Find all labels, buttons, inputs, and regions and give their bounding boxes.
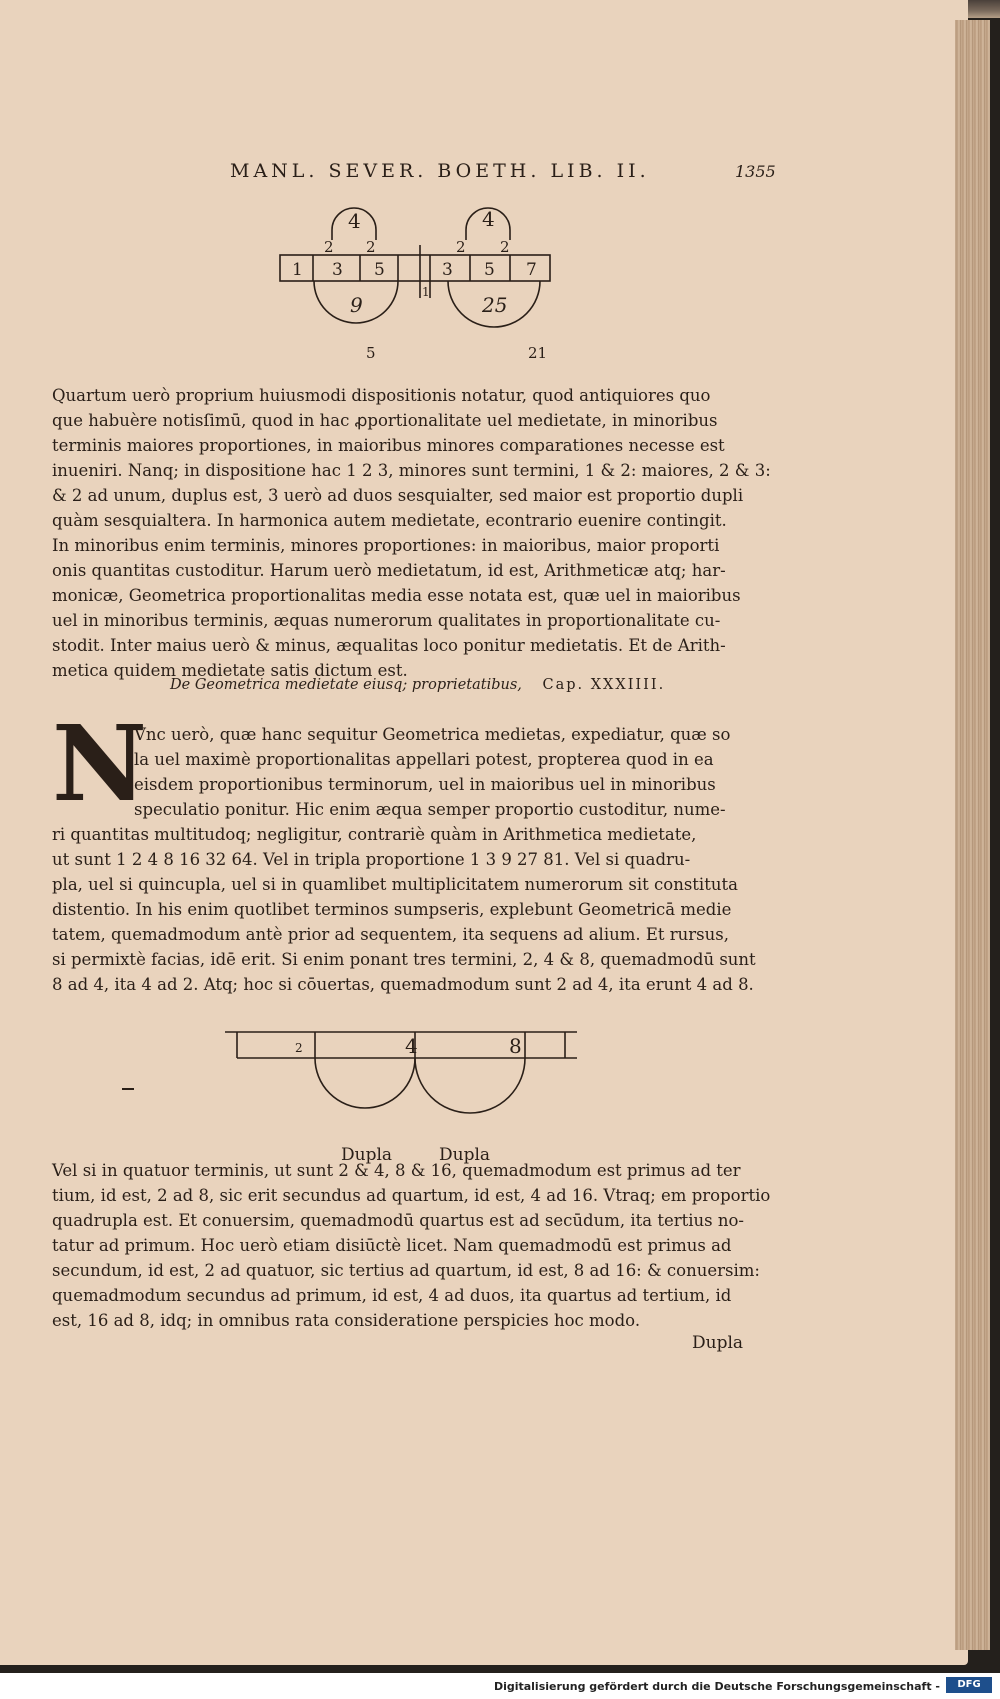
text-line: pla, uel si quincupla, uel si in quamlibet multiplicitatem numerorum sit constituta bbox=[52, 875, 738, 894]
text-line: quadrupla est. Et conuersim, quemadmodū quartus est ad secūdum, ita tertius no- bbox=[52, 1211, 744, 1230]
diagram-cell: 2 bbox=[295, 1041, 303, 1055]
paragraph-2-continued bbox=[52, 822, 762, 997]
footer-credit: Digitalisierung gefördert durch die Deutsche Forschungsgemeinschaft - bbox=[493, 1680, 940, 1693]
ratio-label: Dupla bbox=[439, 1145, 491, 1165]
text-line: terminis maiores proportiones, in maioribus minores comparationes necesse est bbox=[52, 436, 725, 455]
under-label: 21 bbox=[528, 344, 548, 362]
text-line: secundum, id est, 2 ad quatuor, sic tertius ad quartum, id est, 8 ad 16: & conuersim: bbox=[52, 1261, 760, 1280]
text-line: quàm sesquialtera. In harmonica autem medietate, econtrario euenire contingit. bbox=[52, 511, 727, 530]
text-line: tium, id est, 2 ad 8, sic erit secundus ad quartum, id est, 4 ad 16. Vtraq; em proportio bbox=[52, 1186, 771, 1205]
arc-bottom-label: 25 bbox=[482, 293, 508, 317]
ratio-small-label: 2 bbox=[366, 238, 376, 256]
text-line: stodit. Inter maius uerò & minus, æqualitas loco ponitur medietatis. Et de Arith- bbox=[52, 636, 726, 655]
text-line: In minoribus enim terminis, minores proportiones: in maioribus, maior proporti bbox=[52, 536, 720, 555]
diagram-cell: 3 bbox=[442, 260, 453, 280]
paragraph-2-indented bbox=[134, 722, 759, 822]
text-line: quemadmodum secundus ad primum, id est, 4 ad duos, ita quartus ad tertium, id bbox=[52, 1286, 732, 1305]
running-title: MANL. SEVER. BOETH. LIB. II. bbox=[230, 160, 650, 182]
chapter-caption bbox=[170, 677, 665, 693]
text-line: speculatio ponitur. Hic enim æqua semper proportio custoditur, nume- bbox=[134, 800, 726, 819]
diagram-cell: 3 bbox=[332, 260, 343, 280]
margin-dash bbox=[122, 1088, 134, 1090]
text-line: 8 ad 4, ita 4 ad 2. Atq; hoc si cōuertas, quemadmodum sunt 2 ad 4, ita erunt 4 ad 8. bbox=[52, 975, 754, 994]
text-line: Quartum uerò proprium huiusmodi dispositionis notatur, quod antiquiores quo bbox=[52, 386, 711, 405]
text-line: Vnc uerò, quæ hanc sequitur Geometrica medietas, expediatur, quæ so bbox=[134, 725, 731, 744]
text-line: est, 16 ad 8, idq; in omnibus rata consideratione perspicies hoc modo. bbox=[52, 1311, 641, 1330]
text-line: tatem, quemadmodum antè prior ad sequentem, ita sequens ad alium. Et rursus, bbox=[52, 925, 729, 944]
paragraph-1 bbox=[52, 383, 771, 683]
chapter-number: Cap. XXXIIII. bbox=[542, 677, 666, 693]
diagram-cell: 5 bbox=[374, 260, 385, 280]
center-mark: 1 bbox=[422, 285, 430, 299]
text-line: ut sunt 1 2 4 8 16 32 64. Vel in tripla proportione 1 3 9 27 81. Vel si quadru- bbox=[52, 850, 691, 869]
dfg-logo: DFG bbox=[946, 1677, 992, 1693]
text-line: eisdem proportionibus terminorum, uel in maioribus uel in minoribus bbox=[134, 775, 716, 794]
drop-cap-initial: N bbox=[52, 702, 148, 825]
text-line: onis quantitas custoditur. Harum uerò medietatum, id est, Arithmeticæ atq; har- bbox=[52, 561, 726, 580]
ratio-small-label: 2 bbox=[500, 238, 510, 256]
geometric-diagram bbox=[225, 1020, 585, 1170]
text-line: la uel maximè proportionalitas appellari potest, propterea quod in ea bbox=[134, 750, 714, 769]
chapter-title: De Geometrica medietate eiusq; proprietatibus, bbox=[170, 677, 522, 693]
page-stack-edge bbox=[955, 20, 990, 1650]
ratio-label: Dupla bbox=[341, 1145, 393, 1165]
text-line: metica quidem medietate satis dictum est. bbox=[52, 661, 408, 680]
diagram-cell: 5 bbox=[484, 260, 495, 280]
text-line: Vel si in quatuor terminis, ut sunt 2 & 4, 8 & 16, quemadmodum est primus ad ter bbox=[52, 1161, 741, 1180]
ratio-small-label: 2 bbox=[324, 238, 334, 256]
text-line: inueniri. Nanq; in dispositione hac 1 2 3, minores sunt termini, 1 & 2: maiores, 2 & 3: bbox=[52, 461, 771, 480]
arc-bottom-label: 9 bbox=[350, 293, 363, 317]
text-line: tatur ad primum. Hoc uerò etiam disiūctè licet. Nam quemadmodū est primus ad bbox=[52, 1236, 732, 1255]
arc-top-label: 4 bbox=[348, 209, 361, 233]
diagram-cell: 8 bbox=[509, 1034, 522, 1058]
diagram-cell: 4 bbox=[405, 1034, 418, 1058]
diagram-cell: 7 bbox=[526, 260, 537, 280]
catchword: Dupla bbox=[692, 1333, 744, 1353]
text-line: & 2 ad unum, duplus est, 3 uerò ad duos sesquialter, sed maior est proportio dupli bbox=[52, 486, 744, 505]
page-number: 1355 bbox=[735, 162, 776, 181]
text-line: uel in minoribus terminis, æquas numerorum qualitates in proportionalitate cu- bbox=[52, 611, 721, 630]
arc-top-label: 4 bbox=[482, 207, 495, 231]
text-line: distentio. In his enim quotlibet terminos sumpseris, explebunt Geometricā medie bbox=[52, 900, 732, 919]
harmonic-diagram bbox=[270, 200, 610, 370]
text-line: si permixtè facias, idē erit. Si enim ponant tres termini, 2, 4 & 8, quemadmodū sunt bbox=[52, 950, 756, 969]
text-line: monicæ, Geometrica proportionalitas media esse notata est, quæ uel in maioribus bbox=[52, 586, 741, 605]
paragraph-3 bbox=[52, 1158, 771, 1333]
text-line: que habuère notisſimū, quod in hac ꝓportionalitate uel medietate, in minoribus bbox=[52, 411, 718, 430]
text-line: ri quantitas multitudoq; negligitur, contrariè quàm in Arithmetica medietate, bbox=[52, 825, 697, 844]
under-label: 5 bbox=[366, 344, 376, 362]
ratio-small-label: 2 bbox=[456, 238, 466, 256]
diagram-cell: 1 bbox=[292, 260, 303, 280]
